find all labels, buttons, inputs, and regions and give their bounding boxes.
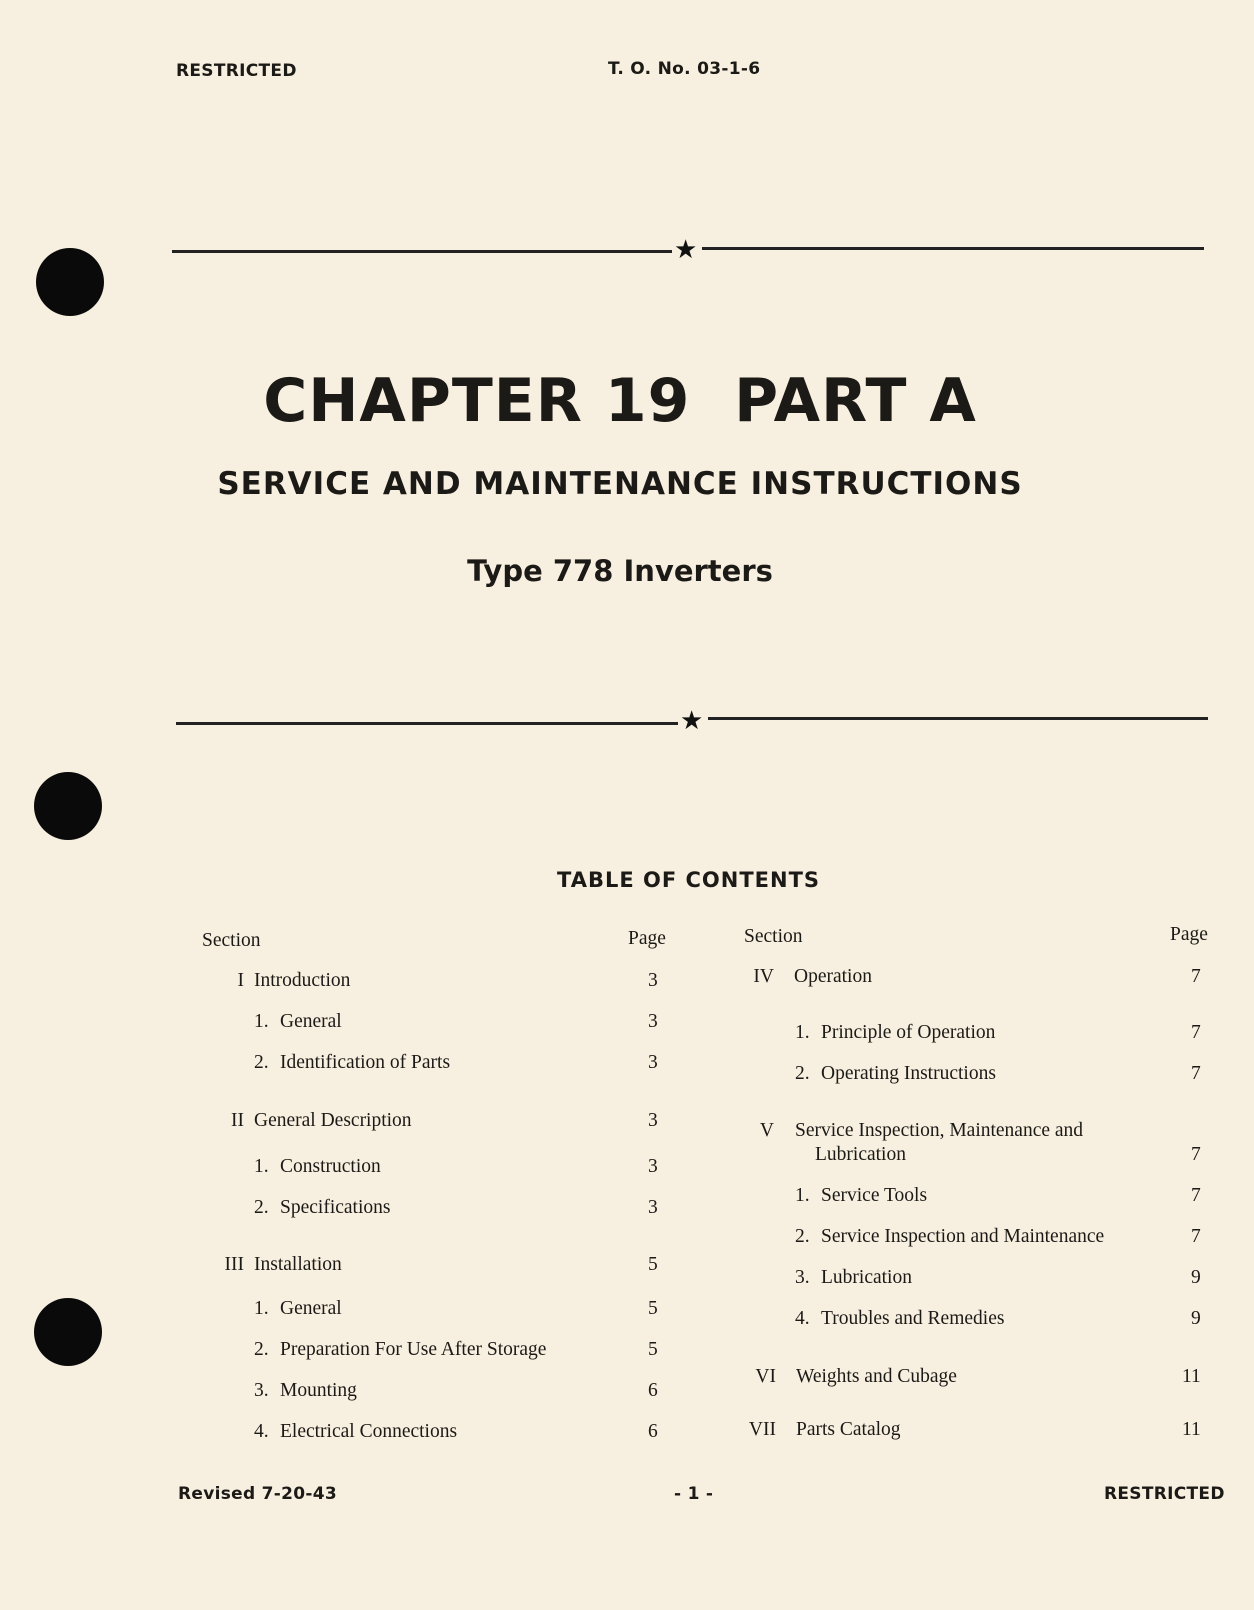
binder-hole bbox=[34, 1298, 102, 1366]
footer-revision: Revised 7-20-43 bbox=[178, 1484, 338, 1504]
document-subtitle: SERVICE AND MAINTENANCE INSTRUCTIONS bbox=[217, 466, 1023, 502]
footer-classification: RESTRICTED bbox=[1104, 1484, 1225, 1504]
header-doc-number: T. O. No. 03-1-6 bbox=[608, 59, 761, 79]
product-title: Type 778 Inverters bbox=[467, 554, 773, 588]
star-icon: ★ bbox=[674, 235, 698, 264]
binder-hole bbox=[34, 772, 102, 840]
toc-left-section-header: Section bbox=[202, 930, 261, 951]
header-classification: RESTRICTED bbox=[176, 61, 297, 81]
toc-title: TABLE OF CONTENTS bbox=[557, 868, 821, 892]
toc-right-section-header: Section bbox=[744, 926, 803, 947]
footer-page-number: - 1 - bbox=[674, 1484, 714, 1504]
star-icon: ★ bbox=[680, 706, 704, 735]
toc-left-page-header: Page bbox=[628, 928, 666, 949]
chapter-title: CHAPTER 19 PART A bbox=[263, 366, 977, 436]
toc-right-page-header: Page bbox=[1170, 924, 1208, 945]
binder-hole bbox=[36, 248, 104, 316]
